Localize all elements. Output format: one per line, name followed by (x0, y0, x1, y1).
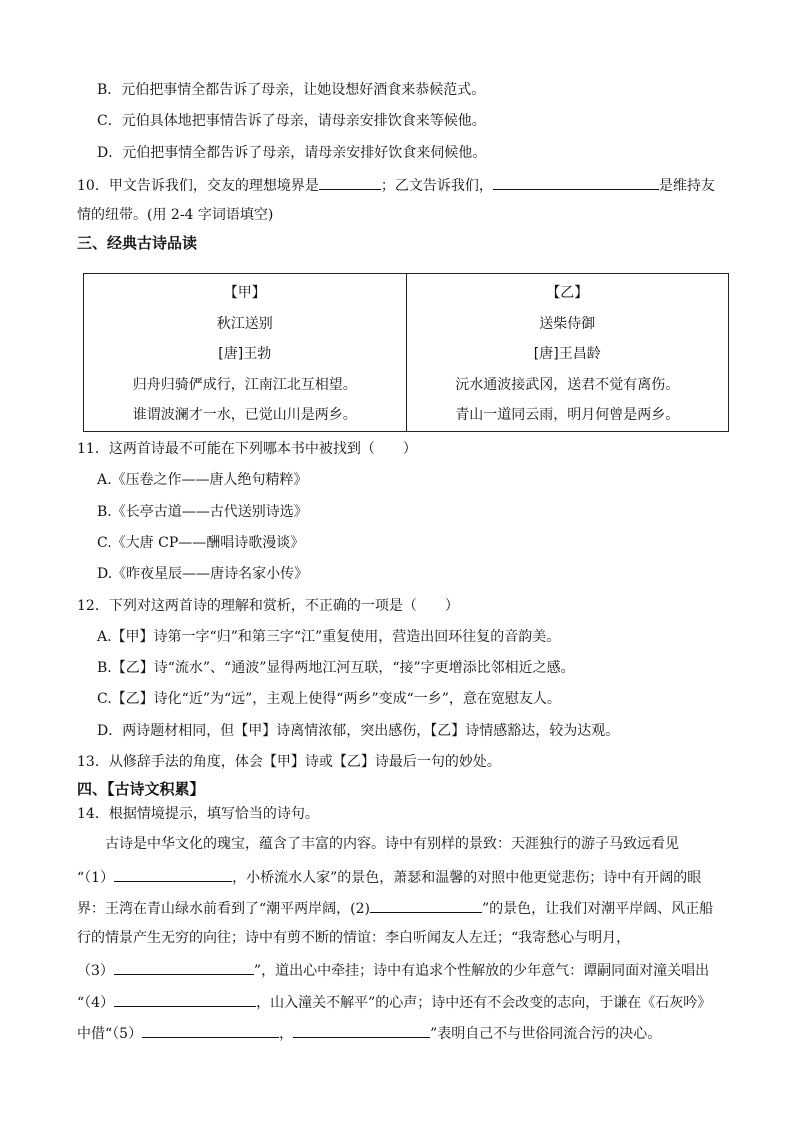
poem-yi-title: 送柴侍御 (539, 315, 596, 332)
q14-para-line6 (77, 991, 711, 1013)
poem-jia-title: 秋江送别 (216, 315, 273, 332)
q11-option-b: B.《长亭古道——古代送别诗选》 (97, 504, 308, 520)
section3-title: 三、经典古诗品读 (77, 234, 198, 252)
section4-title: 四、【古诗文积累】 (77, 780, 205, 798)
poem-jia-line1: 归舟归骑俨成行，江南江北互相望。 (132, 376, 357, 393)
q9-option-c: C．元伯具体地把事情告诉了母亲，请母亲安排饮食来等候他。 (97, 113, 486, 129)
q14-text-5b: ”，道出心中牵挂；诗中有追求个性解放的少年意气：谭嗣同面对潼关唱出 (253, 963, 710, 979)
q14-text-3b: ”的景色，让我们对潮平岸阔、风正船 (482, 901, 714, 917)
poem-yi-tag: 【乙】 (546, 285, 589, 301)
q14-para-line1: 古诗是中华文化的瑰宝，蕴含了丰富的内容。诗中有别样的景致：天涯独行的游子马致远看见 (105, 836, 679, 852)
q14-text-5a: （3） (77, 963, 114, 979)
q12-stem: 12．下列对这两首诗的理解和赏析，不正确的一项是（ ） (77, 598, 459, 614)
q14-blank-3[interactable] (114, 959, 254, 975)
poem-jia-tag: 【甲】 (223, 285, 266, 301)
q14-text-2b: ，小桥流水人家”的景色，萧瑟和温馨的对照中他更觉悲伤；诗中有开阔的眼 (232, 870, 702, 886)
q14-blank-2[interactable] (370, 897, 482, 913)
q14-blank-6[interactable] (293, 1022, 430, 1038)
poems-table (83, 273, 729, 432)
q11-option-a: A.《压卷之作——唐人绝句精粹》 (97, 472, 308, 488)
q14-text-6b: ，山入潼关不解平”的心声；诗中还有不会改变的志向，于谦在《石灰吟》 (256, 995, 712, 1011)
poem-yi-cell (406, 274, 729, 432)
q14-blank-5[interactable] (142, 1022, 279, 1038)
q10-text-2: ；乙文告诉我们， (380, 178, 493, 194)
q14-text-7a: 中借“（5） (77, 1026, 143, 1042)
q12-option-c: C.【乙】诗化“近”为“远”，主观上使得“两乡”变成“一乡”，意在宽慰友人。 (97, 691, 561, 707)
q14-text-3a: 界：王湾在青山绿水前看到了“潮平两岸阔，(2) (77, 901, 370, 917)
q11-option-c: C.《大唐 CP——酬唱诗歌漫谈》 (97, 535, 305, 551)
q10-blank-2[interactable] (493, 174, 659, 190)
poem-jia-author: [唐]王勃 (218, 346, 272, 362)
q10-line1 (77, 174, 715, 196)
q9-option-b: B．元伯把事情全都告诉了母亲，让她设想好酒食来恭候范式。 (97, 82, 486, 98)
q14-para-line4: 行的情景产生无穷的向往；诗中有剪不断的情谊：李白听闻友人左迁；“我寄愁心与明月， (77, 930, 631, 946)
poem-jia-line2: 谁谓波澜才一水，已觉山川是两乡。 (132, 407, 357, 423)
poem-yi-line2: 青山一道同云雨，明月何曾是两乡。 (455, 407, 680, 423)
q12-option-d: D．两诗题材相同，但【甲】诗离情浓郁，突出感伤，【乙】诗情感豁达，较为达观。 (97, 723, 620, 739)
q13-stem: 13．从修辞手法的角度，体会【甲】诗或【乙】诗最后一句的妙处。 (77, 754, 501, 770)
q14-blank-1[interactable] (114, 866, 232, 882)
q12-option-a: A.【甲】诗第一字“归”和第三字“江”重复使用，营造出回环往复的音韵美。 (97, 629, 561, 645)
q9-option-d: D．元伯把事情全都告诉了母亲，请母亲安排好饮食来伺候他。 (97, 145, 487, 161)
q14-para-line7 (77, 1022, 661, 1044)
poem-jia-cell (84, 274, 407, 432)
q14-text-7c: ”表明自己不与世俗同流合污的决心。 (430, 1026, 662, 1042)
q10-text-3: 是维持友 (658, 178, 715, 194)
q11-stem: 11．这两首诗最不可能在下列哪本书中被找到（ ） (77, 441, 417, 457)
poem-yi-line1: 沅水通波接武冈，送君不觉有离伤。 (455, 376, 680, 393)
q14-text-6a: “（4） (77, 995, 115, 1011)
q14-text-2a: “（1） (77, 870, 115, 886)
q14-para-line5 (77, 959, 709, 981)
poem-yi-author: [唐]王昌龄 (533, 346, 601, 362)
q10-text-1: 10．甲文告诉我们，交友的理想境界是 (77, 178, 319, 194)
q12-option-b: B.【乙】诗“流水”、“通波”显得两地江河互联，“接”字更增添比邻相近之感。 (97, 660, 575, 676)
q14-stem: 14．根据情境提示，填写恰当的诗句。 (77, 806, 319, 822)
q11-option-d: D.《昨夜星辰——唐诗名家小传》 (97, 566, 309, 582)
q14-blank-4[interactable] (114, 991, 256, 1007)
q14-para-line3 (77, 897, 713, 919)
q10-blank-1[interactable] (319, 174, 381, 190)
q14-para-line2 (77, 866, 701, 888)
q14-text-7b: ， (279, 1026, 294, 1042)
q10-line2: 情的纽带。(用 2-4 字词语填空) (77, 207, 274, 223)
